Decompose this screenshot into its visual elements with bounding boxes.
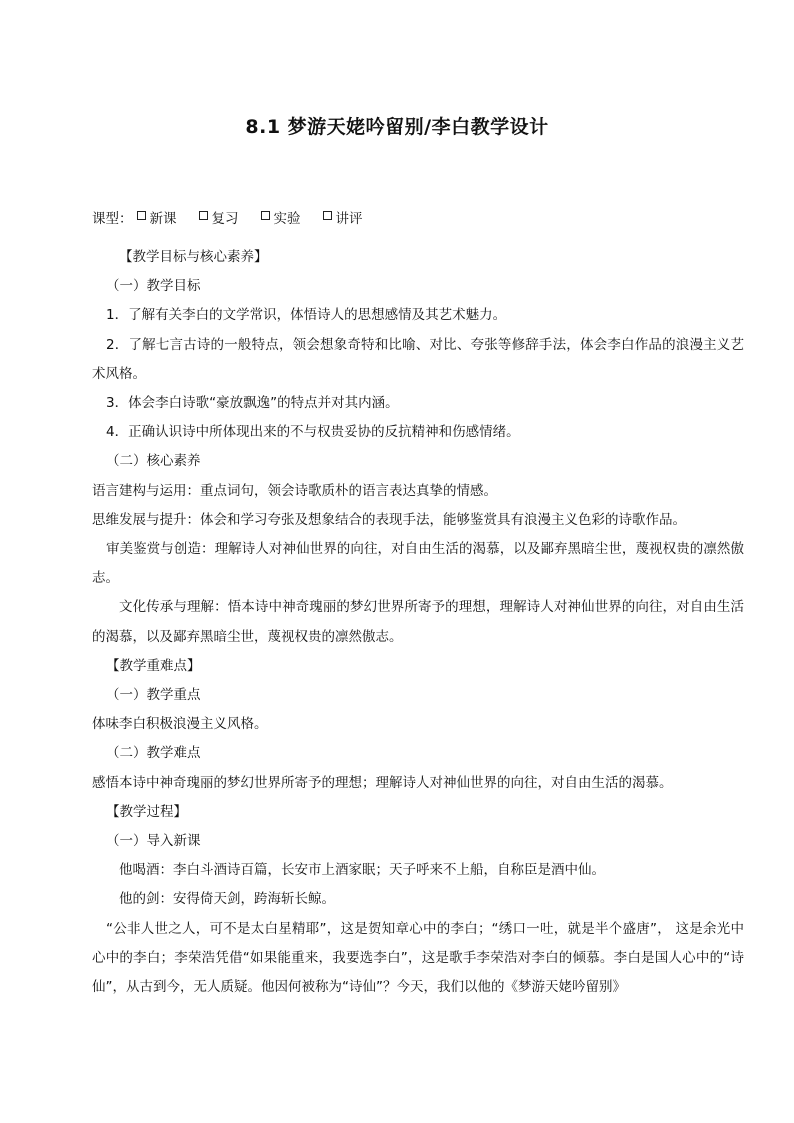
page-title: 8.1 梦游天姥吟留别/李白教学设计 [245, 116, 549, 138]
subheading-teaching-goals: （一）教学目标 [106, 278, 201, 295]
goal-item-4: 4．正确认识诗中所体现出来的不与权贵妥协的反抗精神和伤感情绪。 [106, 424, 520, 441]
difficulty-text: 感悟本诗中神奇瑰丽的梦幻世界所寄予的理想；理解诗人对神仙世界的向往，对自由生活的渴慕。 [92, 774, 673, 791]
lesson-type-label: 课型： [92, 211, 133, 227]
option-label: 新课 [149, 211, 177, 227]
literacy-thinking: 思维发展与提升：体会和学习夸张及想象结合的表现手法，能够鉴赏具有浪漫主义色彩的诗歌作品。 [92, 511, 686, 528]
checkbox-icon[interactable] [199, 211, 208, 220]
section-heading-objectives: 【教学目标与核心素养】 [119, 249, 268, 265]
document-body [92, 243, 744, 1002]
checkbox-icon[interactable] [323, 211, 332, 220]
option-label: 复习 [211, 211, 239, 227]
subheading-core-literacy: （二）核心素养 [106, 453, 201, 470]
key-point-text: 体味李白积极浪漫主义风格。 [92, 716, 268, 733]
intro-wine: 他喝酒：李白斗酒诗百篇，长安市上酒家眠；天子呼来不上船，自称臣是酒中仙。 [119, 862, 605, 879]
intro-paragraph: “公非人世之人，可不是太白星精耶”，这是贺知章心中的李白；“绣口一吐，就是半个盛唐”， 这是余光中心中的李白；李荣浩凭借“如果能重来，我要选李白”，这是歌手李荣浩对李白的倾慕。李白是国人心中的“诗仙”，从古到今，无人质疑。他因何被称为“诗仙”？今天，我们以他的《梦游天姥吟留别》 [92, 920, 744, 996]
option-experiment[interactable] [261, 207, 301, 227]
checkbox-icon[interactable] [137, 211, 146, 220]
subheading-intro: （一）导入新课 [106, 833, 201, 850]
option-review[interactable] [199, 207, 239, 227]
goal-item-3: 3．体会李白诗歌“豪放飘逸”的特点并对其内涵。 [106, 395, 399, 412]
checkbox-icon[interactable] [261, 211, 270, 220]
goal-item-1: 1．了解有关李白的文学常识，体悟诗人的思想感情及其艺术魅力。 [106, 307, 507, 324]
section-heading-key-points: 【教学重难点】 [106, 657, 201, 674]
goal-item-2: 2．了解七言古诗的一般特点，领会想象奇特和比喻、对比、夸张等修辞手法，体会李白作品的浪漫主义艺术风格。 [92, 336, 744, 382]
subheading-key-point: （一）教学重点 [106, 687, 201, 704]
intro-sword: 他的剑：安得倚天剑，跨海斩长鲸。 [119, 891, 335, 908]
option-new-lesson[interactable] [137, 207, 177, 227]
lesson-type-row [92, 207, 381, 227]
option-label: 实验 [273, 211, 301, 227]
literacy-culture: 文化传承与理解：悟本诗中神奇瑰丽的梦幻世界所寄予的理想，理解诗人对神仙世界的向往，对自由生活的渴慕，以及鄙弃黑暗尘世，蔑视权贵的凛然傲志。 [92, 599, 744, 645]
literacy-language: 语言建构与运用：重点词句，领会诗歌质朴的语言表达真挚的情感。 [92, 482, 497, 499]
subheading-difficulty: （二）教学难点 [106, 745, 201, 762]
section-heading-process: 【教学过程】 [106, 803, 187, 820]
option-label: 讲评 [335, 211, 363, 227]
option-commentary[interactable] [323, 207, 363, 227]
literacy-aesthetic: 审美鉴赏与创造：理解诗人对神仙世界的向往，对自由生活的渴慕，以及鄙弃黑暗尘世，蔑视权贵的凛然傲志。 [92, 541, 744, 587]
